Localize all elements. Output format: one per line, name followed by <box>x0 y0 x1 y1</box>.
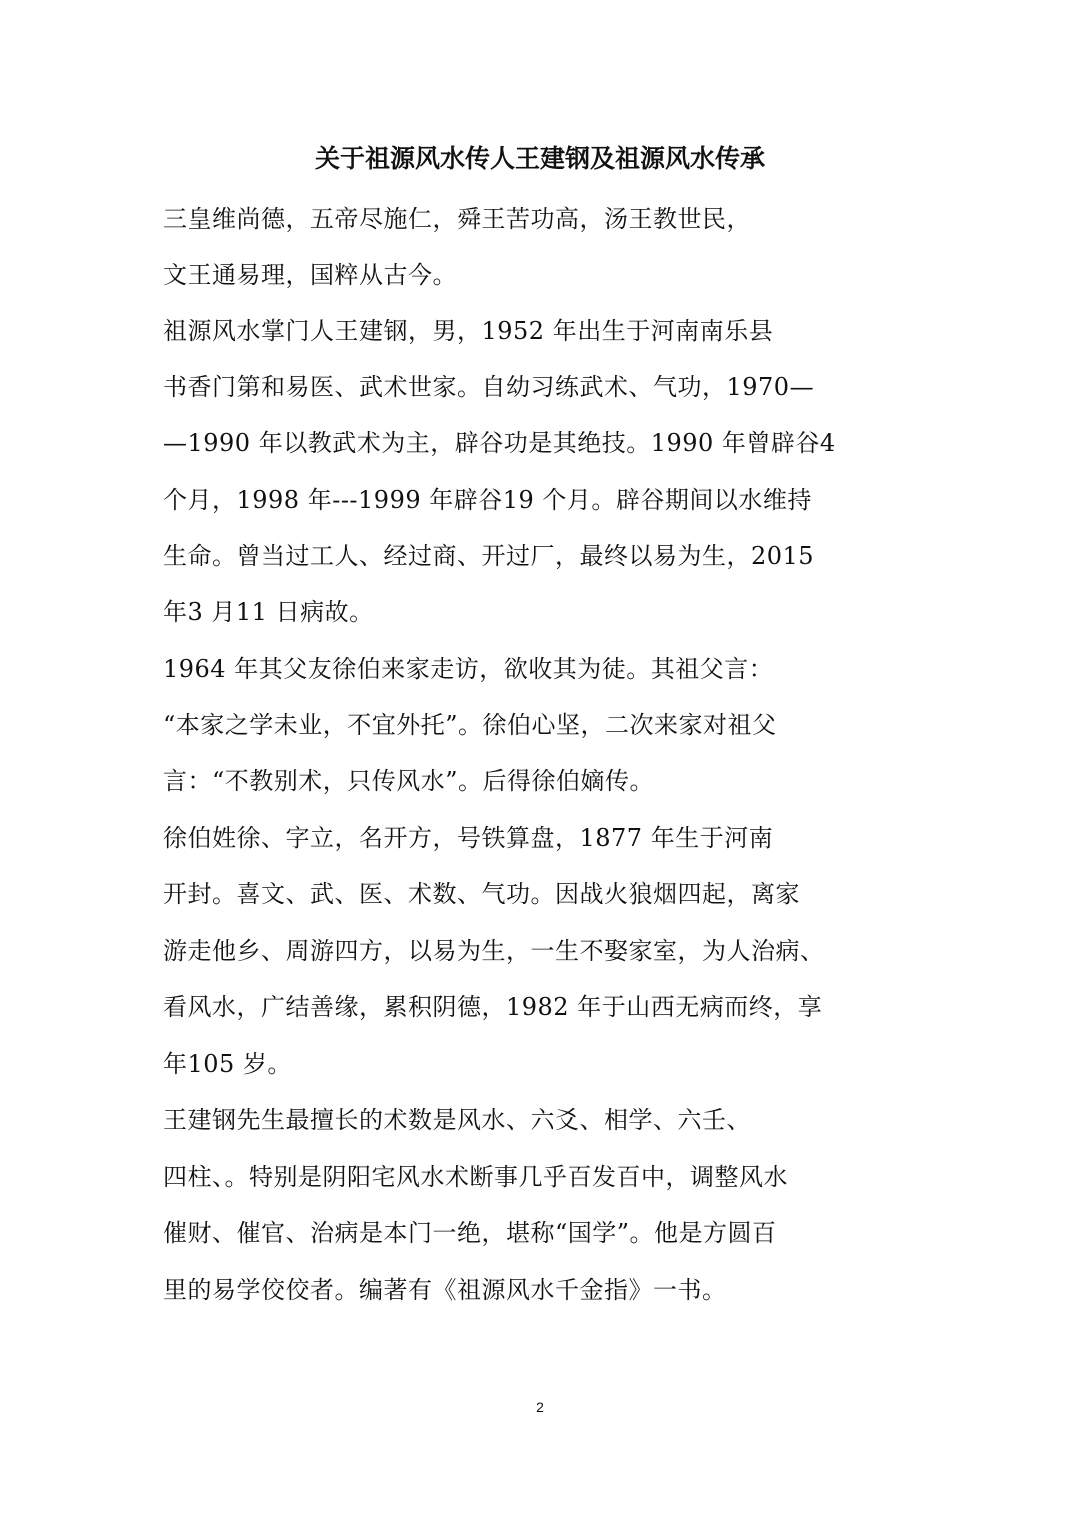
text-line: 生命。曾当过工人、经过商、开过厂，最终以易为生，2015 <box>163 542 815 570</box>
text-line: 言：“不教别术，只传风水”。后得徐伯嫡传。 <box>163 767 655 795</box>
text-line: 徐伯姓徐、字立，名开方，号铁算盘，1877 年生于河南 <box>163 824 774 852</box>
text-line: 看风水，广结善缘，累积阴德，1982 年于山西无病而终，享 <box>163 993 823 1021</box>
text-line: 王建钢先生最擅长的术数是风水、六爻、相学、六壬、 <box>163 1106 751 1134</box>
text-line: 催财、催官、治病是本门一绝，堪称“国学”。他是方圆百 <box>163 1219 777 1247</box>
page-title: 关于祖源风水传人王建钢及祖源风水传承 <box>314 144 765 173</box>
text-line: 三皇维尚德，五帝尽施仁，舜王苦功高，汤王教世民， <box>163 205 751 233</box>
text-line: 书香门第和易医、武术世家。自幼习练武术、气功，1970— <box>163 373 815 401</box>
text-line: 年105 岁。 <box>163 1050 292 1078</box>
text-line: 祖源风水掌门人王建钢，男，1952 年出生于河南南乐县 <box>163 317 774 345</box>
text-line: “本家之学未业，不宜外托”。徐伯心坚，二次来家对祖父 <box>163 711 777 739</box>
text-line: 里的易学佼佼者。编著有《祖源风水千金指》一书。 <box>163 1276 727 1304</box>
text-line: 个月，1998 年---1999 年辟谷19 个月。辟谷期间以水维持 <box>163 486 812 514</box>
page-number: 2 <box>536 1399 544 1415</box>
text-line: 文王通易理，国粹从古今。 <box>163 261 457 289</box>
text-line: 开封。喜文、武、医、术数、气功。因战火狼烟四起，离家 <box>163 880 800 908</box>
text-line: 1964 年其父友徐伯来家走访，欲收其为徒。其祖父言： <box>163 655 774 683</box>
text-line: 年3 月11 日病故。 <box>163 598 374 626</box>
text-line: 四柱、。特别是阴阳宅风水术断事几乎百发百中，调整风水 <box>163 1163 788 1191</box>
text-line: 游走他乡、周游四方，以易为生，一生不娶家室，为人治病、 <box>163 937 825 965</box>
text-line: —1990 年以教武术为主，辟谷功是其绝技。1990 年曾辟谷4 <box>163 429 836 457</box>
